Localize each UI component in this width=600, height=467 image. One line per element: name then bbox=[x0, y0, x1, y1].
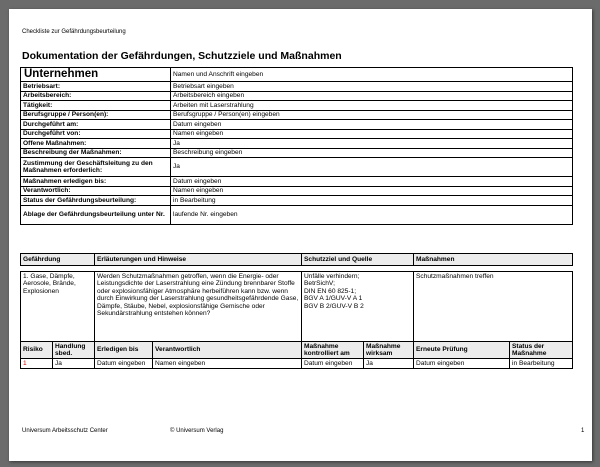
info-label: Status der Gefährdungsbeurteilung: bbox=[21, 196, 171, 206]
page-title: Dokumentation der Gefährdungen, Schutzziele und Maßnahmen bbox=[22, 50, 342, 62]
pruefung-value[interactable]: Datum eingeben bbox=[414, 359, 510, 369]
handlung-value[interactable]: Ja bbox=[53, 359, 95, 369]
info-value[interactable]: Ja bbox=[171, 158, 573, 177]
info-row bbox=[21, 205, 573, 224]
info-row bbox=[21, 82, 573, 92]
info-value[interactable]: Arbeitsbereich eingeben bbox=[171, 91, 573, 101]
status-header-row bbox=[21, 342, 573, 359]
header-status: Status der Maßnahme bbox=[510, 342, 573, 359]
source-line: DIN EN 60 825-1; bbox=[304, 287, 357, 295]
header-kontrolliert: Maßnahme kontrolliert am bbox=[302, 342, 364, 359]
header-handlung: Handlung sbed. bbox=[53, 342, 95, 359]
source-line: BGV B 2/GUV-V B 2 bbox=[304, 302, 364, 310]
header-wirksam: Maßnahme wirksam bbox=[364, 342, 414, 359]
page-number: 1 bbox=[581, 428, 585, 434]
info-value[interactable]: Namen und Anschrift eingeben bbox=[171, 68, 573, 82]
info-label: Zustimmung der Geschäftsleitung zu den Maßnahmen erforderlich: bbox=[21, 158, 171, 177]
info-value[interactable]: Arbeiten mit Laserstrahlung bbox=[171, 101, 573, 111]
header-massnahmen: Maßnahmen bbox=[414, 254, 573, 266]
info-value[interactable]: Betriebsart eingeben bbox=[171, 82, 573, 92]
info-label: Durchgeführt von: bbox=[21, 129, 171, 139]
info-row bbox=[21, 148, 573, 158]
info-label: Arbeitsbereich: bbox=[21, 91, 171, 101]
info-value[interactable]: in Bearbeitung bbox=[171, 196, 573, 206]
source-line: BGV A 1/GUV-V A 1 bbox=[304, 295, 363, 303]
info-label: Offene Maßnahmen: bbox=[21, 139, 171, 149]
info-row bbox=[21, 110, 573, 120]
checklist-label: Checkliste zur Gefährdungsbeurteilung bbox=[22, 29, 126, 35]
info-row bbox=[21, 91, 573, 101]
info-label: Beschreibung der Maßnahmen: bbox=[21, 148, 171, 158]
info-row bbox=[21, 196, 573, 206]
status-value[interactable]: in Bearbeitung bbox=[510, 359, 573, 369]
info-value[interactable]: laufende Nr. eingeben bbox=[171, 205, 573, 224]
info-value[interactable]: Ja bbox=[171, 139, 573, 149]
info-row-unternehmen bbox=[21, 68, 573, 82]
source-line: BetrSichV; bbox=[304, 280, 335, 288]
status-value-row bbox=[21, 359, 573, 369]
footer-left: Universum Arbeitsschutz Center bbox=[22, 428, 108, 434]
info-value[interactable]: Namen eingeben bbox=[171, 186, 573, 196]
info-value[interactable]: Datum eingeben bbox=[171, 120, 573, 130]
info-row bbox=[21, 177, 573, 187]
verantwortlich-value[interactable]: Namen eingeben bbox=[153, 359, 302, 369]
header-erledigen: Erledigen bis bbox=[95, 342, 153, 359]
info-label: Tätigkeit: bbox=[21, 101, 171, 111]
hazard-header-row bbox=[21, 254, 573, 266]
wirksam-value[interactable]: Ja bbox=[364, 359, 414, 369]
hazard-row bbox=[21, 272, 573, 342]
info-label: Unternehmen bbox=[21, 68, 171, 82]
info-label: Durchgeführt am: bbox=[21, 120, 171, 130]
info-row bbox=[21, 120, 573, 130]
header-schutzziel: Schutzziel und Quelle bbox=[302, 254, 414, 266]
hazard-table bbox=[20, 253, 573, 369]
header-pruefung: Erneute Prüfung bbox=[414, 342, 510, 359]
hazard-source bbox=[302, 272, 414, 342]
info-row bbox=[21, 158, 573, 177]
info-value[interactable]: Namen eingeben bbox=[171, 129, 573, 139]
info-table bbox=[20, 67, 573, 225]
info-row bbox=[21, 139, 573, 149]
erledigen-value[interactable]: Datum eingeben bbox=[95, 359, 153, 369]
info-value[interactable]: Berufsgruppe / Person(en) eingeben bbox=[171, 110, 573, 120]
info-label: Verantwortlich: bbox=[21, 186, 171, 196]
footer-center: © Universum Verlag bbox=[170, 428, 224, 434]
info-row bbox=[21, 101, 573, 111]
hazard-measures[interactable]: Schutzmaßnahmen treffen bbox=[414, 272, 573, 342]
info-label: Maßnahmen erledigen bis: bbox=[21, 177, 171, 187]
header-gefaehrdung: Gefährdung bbox=[21, 254, 95, 266]
info-label: Berufsgruppe / Person(en): bbox=[21, 110, 171, 120]
info-value[interactable]: Beschreibung eingeben bbox=[171, 148, 573, 158]
header-risiko: Risiko bbox=[21, 342, 53, 359]
header-erlaeuterungen: Erläuterungen und Hinweise bbox=[95, 254, 302, 266]
info-label: Betriebsart: bbox=[21, 82, 171, 92]
info-row bbox=[21, 129, 573, 139]
header-verantwortlich: Verantwortlich bbox=[153, 342, 302, 359]
info-value[interactable]: Datum eingeben bbox=[171, 177, 573, 187]
hazard-description: 1. Gase, Dämpfe, Aerosole, Brände, Explosionen bbox=[21, 272, 95, 342]
hazard-explanation: Werden Schutzmaßnahmen getroffen, wenn die Energie- oder Leistungsdichte der Laserstrahlung eine Zündung brennbarer Stoffe oder explosionsfähiger Atmosphäre herbeiführen kann bzw. wenn durch Einwirkung der Laserstrahlung gesundheitsgefährdende Gase, Dämpfe, Stäube, Nebel, explosionsfähige Gemische oder Sekundärstrahlung entstehen können? bbox=[95, 272, 302, 342]
risk-value[interactable]: 1 bbox=[21, 359, 53, 369]
kontrolliert-value[interactable]: Datum eingeben bbox=[302, 359, 364, 369]
source-line: Unfälle verhindern; bbox=[304, 273, 360, 280]
info-row bbox=[21, 186, 573, 196]
info-label: Ablage der Gefährdungsbeurteilung unter Nr. bbox=[21, 205, 171, 224]
